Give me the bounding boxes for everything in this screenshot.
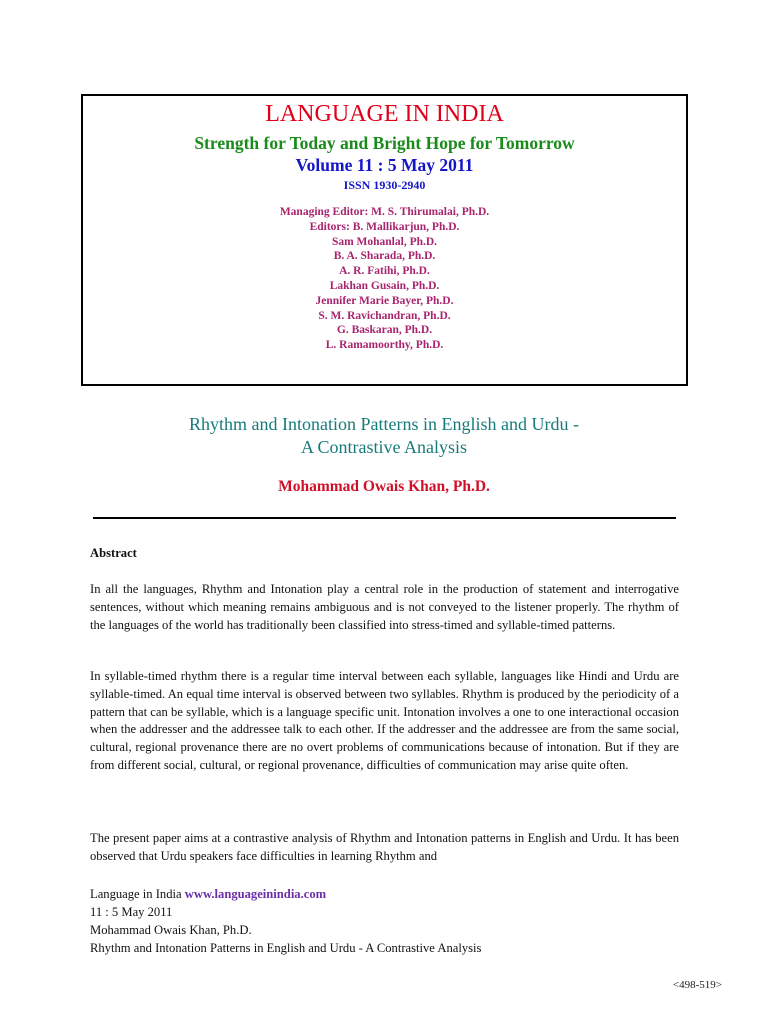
editor-line: G. Baskaran, Ph.D.	[336, 324, 433, 337]
editor-line: Editors: B. Mallikarjun, Ph.D.	[309, 220, 460, 233]
editor-line: Lakhan Gusain, Ph.D.	[329, 279, 440, 292]
title-divider	[93, 517, 676, 519]
footer-author: Mohammad Owais Khan, Ph.D.	[90, 923, 252, 937]
page-footer	[90, 885, 481, 957]
paper-title-line-1: Rhythm and Intonation Patterns in English and Urdu -	[189, 414, 579, 434]
abstract-heading: Abstract	[90, 546, 137, 560]
managing-editor: Managing Editor: M. S. Thirumalai, Ph.D.	[279, 206, 490, 218]
footer-journal-label: Language in India	[90, 887, 185, 901]
footer-website-link[interactable]: www.languageinindia.com	[184, 887, 327, 901]
page-range: <498-519>	[672, 979, 722, 991]
paper-title	[0, 413, 768, 459]
editor-list	[83, 205, 686, 353]
footer-paper-title: Rhythm and Intonation Patterns in English and Urdu - A Contrastive Analysis	[90, 941, 482, 955]
editor-line: L. Ramamoorthy, Ph.D.	[325, 339, 444, 352]
footer-issue: 11 : 5 May 2011	[90, 905, 173, 919]
editor-line: S. M. Ravichandran, Ph.D.	[318, 309, 451, 322]
abstract-paragraph-3: The present paper aims at a contrastive analysis of Rhythm and Intonation patterns in English and Urdu. It has been observed that Urdu speakers face difficulties in learning Rhythm and	[90, 831, 679, 863]
paper-author: Mohammad Owais Khan, Ph.D.	[278, 478, 490, 495]
footer-journal-line	[90, 885, 481, 903]
paper-title-line-2: A Contrastive Analysis	[301, 437, 467, 457]
journal-issn: ISSN 1930-2940	[343, 178, 426, 192]
editor-line: B. A. Sharada, Ph.D.	[333, 250, 436, 263]
editor-line: Jennifer Marie Bayer, Ph.D.	[315, 294, 454, 307]
journal-header-box	[81, 94, 688, 386]
editor-line: A. R. Fatihi, Ph.D.	[339, 265, 430, 278]
abstract-paragraph-1: In all the languages, Rhythm and Intonation play a central role in the production of statement and interrogative sentences, without which meaning remains ambiguous and is not conveyed to the listener properly. The rhythm of the languages of the world has traditionally been classified into stress-timed and syllable-timed patterns.	[90, 582, 679, 632]
abstract-paragraph-2: In syllable-timed rhythm there is a regular time interval between each syllable, languages like Hindi and Urdu are syllable-timed. An equal time interval is observed between two syllables. Rhythm is produced by the periodicity of a pattern that can be syllable, which is a language specific unit. Intonation involves a one to one interactional occasion when the addresser and the addressee talk to each other. If the addresser and the addressee are from the same social, cultural, regional provenance there are no overt problems of communications because of intonation. But if they are from different social, cultural, or regional provenance, difficulties of communication may arise quite often.	[90, 669, 679, 772]
editor-line: Sam Mohanlal, Ph.D.	[331, 235, 438, 248]
journal-title: LANGUAGE IN INDIA	[265, 101, 504, 127]
journal-volume: Volume 11 : 5 May 2011	[295, 155, 474, 175]
journal-tagline: Strength for Today and Bright Hope for Tomorrow	[194, 133, 575, 153]
